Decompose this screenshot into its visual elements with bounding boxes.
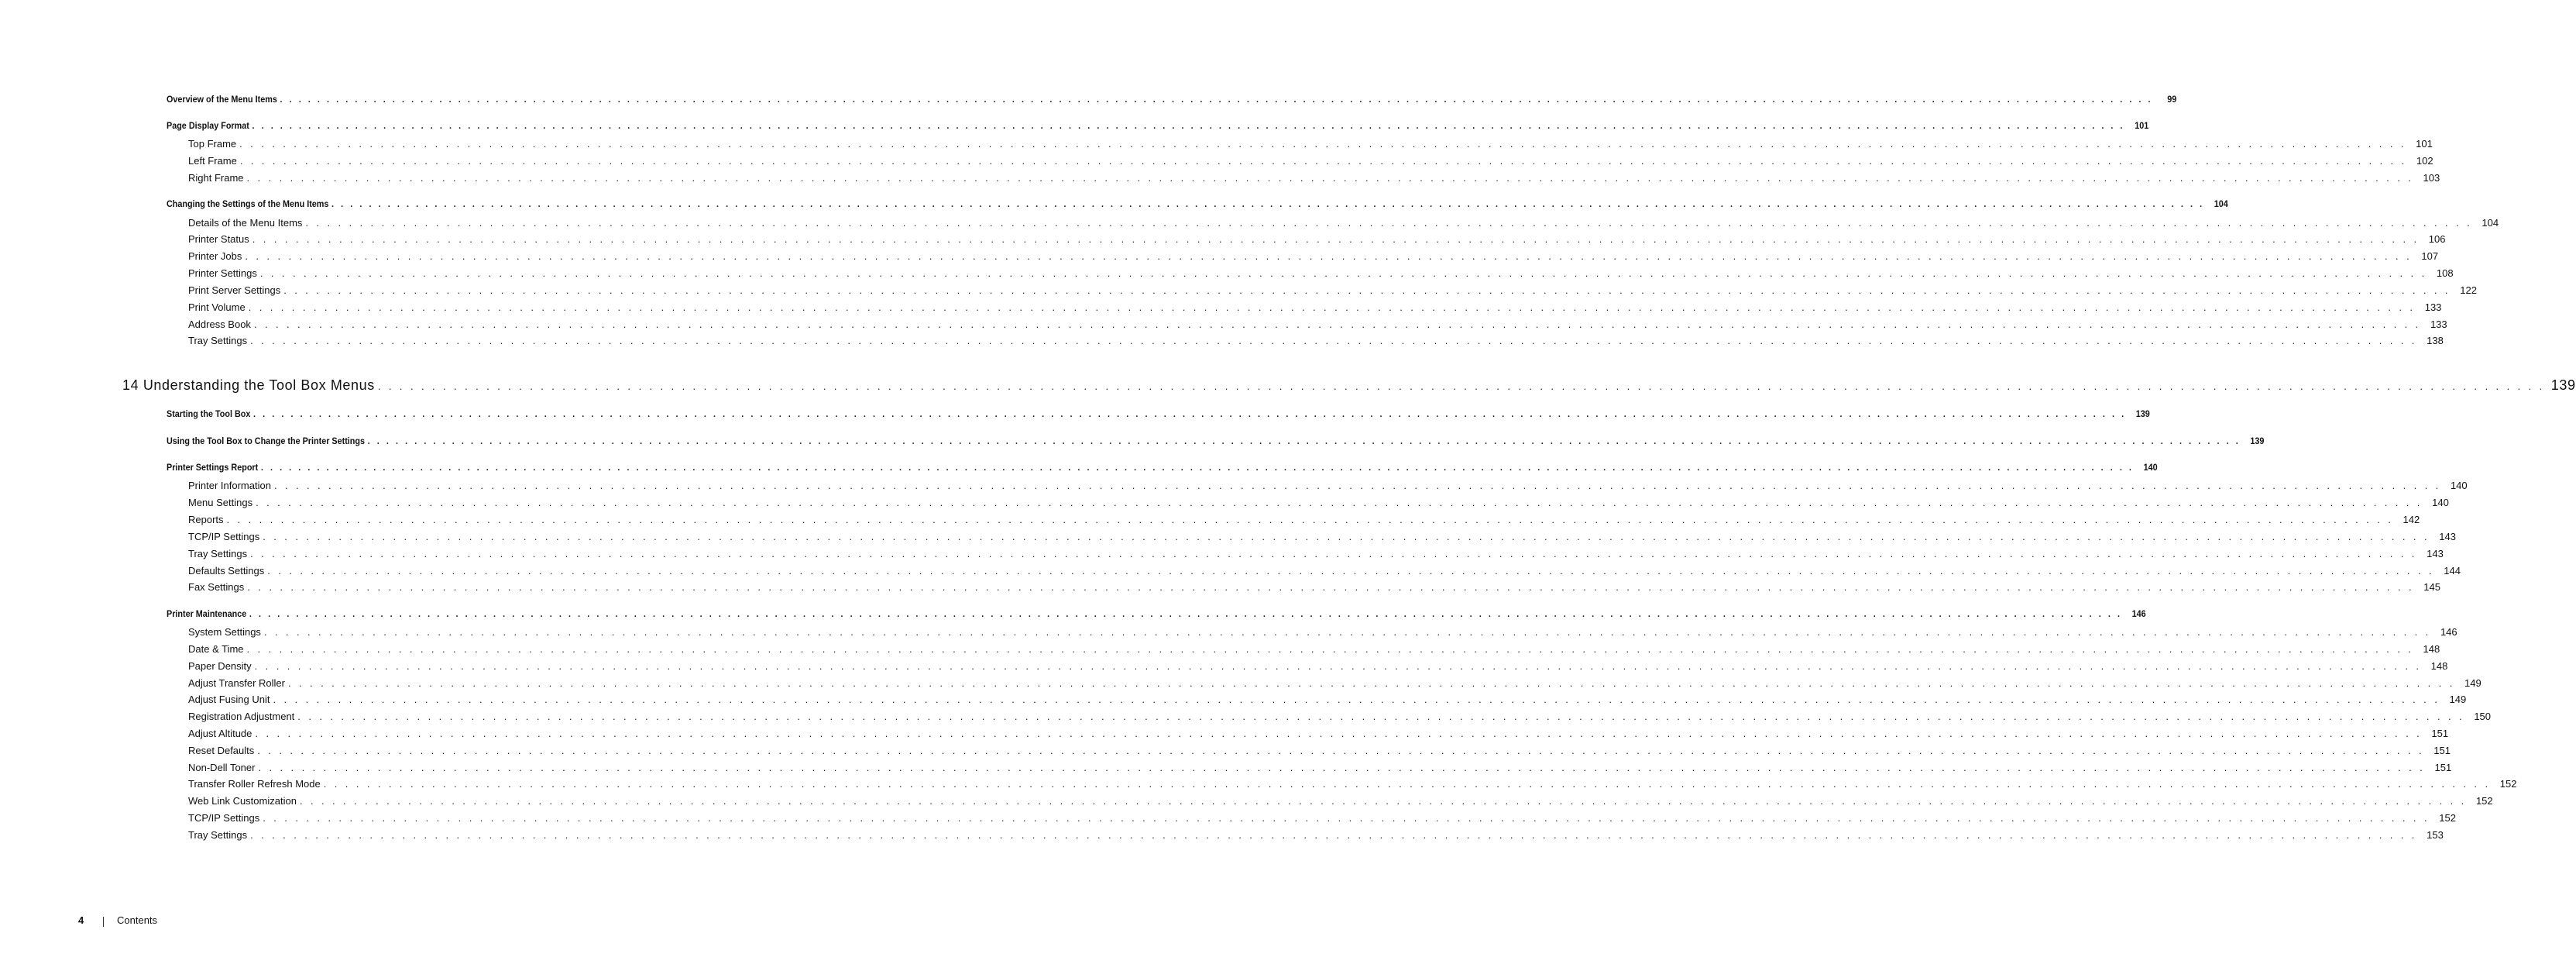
toc-dot-leader: . . . . . . . . . . . . . . . . . . . . . . . . . . . . . . . . . . . . . . . . . . . . . . . . . . . . . . . . . . . . . . . . . . . . . . . . . . . . . . . . . . . . . . . . . . . . . . . . . . . . . . . . . . . . . . . . . . . . . . . . . . . . . . . . . . . . . . . . . . . . . . . . . . . . . . . . . . . . . . . . . . . . . . . . . . . . . . . . . . . . . . . . . . . . . . . . . . . . . . . .: [249, 608, 2123, 619]
toc-entry[interactable]: [188, 155, 2433, 167]
toc-chapter-entry[interactable]: [122, 377, 2576, 394]
toc-entry-label: Printer Jobs: [188, 250, 242, 262]
toc-entry-label: Print Volume: [188, 301, 246, 313]
toc-dot-leader: . . . . . . . . . . . . . . . . . . . . . . . . . . . . . . . . . . . . . . . . . . . . . . . . . . . . . . . . . . . . . . . . . . . . . . . . . . . . . . . . . . . . . . . . . . . . . . . . . . . . . . . . . . . . . . . . . . . . . . . . . . . . . . . . . . . . . . . . . . . . . . . . . . . . . . . . . . . . . . . . . . . . . . . . . . . . . . . . . . . . . . . . . . . . . . . . . . . . . . . .: [323, 778, 2491, 790]
page-footer: [0, 914, 739, 930]
toc-entry-page: 149: [2464, 677, 2482, 689]
toc-entry-label: Left Frame: [188, 155, 237, 167]
toc-entry-label: Tray Settings: [188, 335, 248, 346]
toc-dot-leader: . . . . . . . . . . . . . . . . . . . . . . . . . . . . . . . . . . . . . . . . . . . . . . . . . . . . . . . . . . . . . . . . . . . . . . . . . . . . . . . . . . . . . . . . . . . . . . . . . . . . . . . . . . . . . . . . . . . . . . . . . . . . . . . . . . . . . . . . . . . . . . . . . . . . . . . . . . . . . . . . . . . . . . . . . . . . . . . . . . . . . . . . . . . . . . . . . . . . . . . .: [259, 267, 2427, 279]
toc-entry-page: 106: [2428, 233, 2446, 245]
toc-entry[interactable]: [188, 301, 2442, 313]
toc-dot-leader: . . . . . . . . . . . . . . . . . . . . . . . . . . . . . . . . . . . . . . . . . . . . . . . . . . . . . . . . . . . . . . . . . . . . . . . . . . . . . . . . . . . . . . . . . . . . . . . . . . . . . . . . . . . . . . . . . . . . . . . . . . . . . . . . . . . . . . . . . . . . . . . . . . . . . . . . . . . . . . . . . . . . . . . . . . . . . . . . . . . . . . . . . . . . . . . . . . . . . . . .: [263, 531, 2430, 542]
toc-dot-leader: . . . . . . . . . . . . . . . . . . . . . . . . . . . . . . . . . . . . . . . . . . . . . . . . . . . . . . . . . . . . . . . . . . . . . . . . . . . . . . . . . . . . . . . . . . . . . . . . . . . . . . . . . . . . . . . . . . . . . . . . . . . . . . . . . . . . . . . . . . . . . . . . . . . . . . . . . . . . . . . . . . . . . . . . . . . . . . . . . . . . . . . . . . . . . . . . . . . . . . . .: [250, 548, 2417, 559]
toc-entry[interactable]: [188, 217, 2499, 229]
toc-dot-leader: . . . . . . . . . . . . . . . . . . . . . . . . . . . . . . . . . . . . . . . . . . . . . . . . . . . . . . . . . . . . . . . . . . . . . . . . . . . . . . . . . . . . . . . . . . . . . . . . . . . . . . . . . . . . . . . . . . . . . . . . . . . . . . . . . . . . . . . . . . . . . . . . . . . . . . . . . . . . . . . . . . . . . . . . . . . . . . . . . . . . . . . . . . . . . . . . . . . . . . . .: [239, 138, 2406, 150]
toc-entry[interactable]: [167, 435, 2265, 446]
toc-entry[interactable]: [188, 643, 2440, 655]
toc-entry[interactable]: [188, 267, 2454, 279]
toc-entry[interactable]: [188, 660, 2448, 672]
toc-entry-page: 151: [2434, 762, 2452, 773]
toc-entry[interactable]: [188, 497, 2449, 508]
toc-entry-label: 14 Understanding the Tool Box Menus: [122, 377, 375, 393]
toc-dot-leader: . . . . . . . . . . . . . . . . . . . . . . . . . . . . . . . . . . . . . . . . . . . . . . . . . . . . . . . . . . . . . . . . . . . . . . . . . . . . . . . . . . . . . . . . . . . . . . . . . . . . . . . . . . . . . . . . . . . . . . . . . . . . . . . . . . . . . . . . . . . . . . . . . . . . . . . . . . . . . . . . . . . . . . . . . . . . . . . . . . . . . . . . . . . . . . . . . . . . . . . .: [280, 94, 2153, 105]
toc-dot-leader: . . . . . . . . . . . . . . . . . . . . . . . . . . . . . . . . . . . . . . . . . . . . . . . . . . . . . . . . . . . . . . . . . . . . . . . . . . . . . . . . . . . . . . . . . . . . . . . . . . . . . . . . . . . . . . . . . . . . . . . . . . . . . . . . . . . . . . . . . . . . . . . . . . . . . . . . . . . . . . . . . . . . . . . . . . . . . . . . . . . . . . . . . . . . . . . . . . . . . . . .: [297, 711, 2465, 722]
toc-entry-label: TCP/IP Settings: [188, 531, 260, 542]
toc-entry-label: Defaults Settings: [188, 565, 265, 577]
toc-dot-leader: . . . . . . . . . . . . . . . . . . . . . . . . . . . . . . . . . . . . . . . . . . . . . . . . . . . . . . . . . . . . . . . . . . . . . . . . . . . . . . . . . . . . . . . . . . . . . . . . . . . . . . . . . . . . . . . . . . . . . . . . . . . . . . . . . . . . . . . . . . . . . . . . . . . . . . . . . . . . . . . . . . . . . . . . . . . . . . . . . . . . . . . . . . . . . . . . . . . . . . . .: [267, 565, 2434, 577]
toc-entry-page: 143: [2439, 531, 2456, 542]
toc-entry-label: Printer Information: [188, 480, 271, 491]
toc-entry-label: Adjust Altitude: [188, 728, 252, 739]
toc-entry[interactable]: [188, 626, 2458, 638]
toc-entry-label: System Settings: [188, 626, 261, 638]
toc-dot-leader: . . . . . . . . . . . . . . . . . . . . . . . . . . . . . . . . . . . . . . . . . . . . . . . . . . . . . . . . . . . . . . . . . . . . . . . . . . . . . . . . . . . . . . . . . . . . . . . . . . . . . . . . . . . . . . . . . . . . . . . . . . . . . . . . . . . . . . . . . . . . . . . . . . . . . . . . . . . . . . . . . . . . . . . . . . . . . . . . . . . . . . . . . . . . . . . . . . . . . . . .: [248, 301, 2416, 313]
toc-dot-leader: . . . . . . . . . . . . . . . . . . . . . . . . . . . . . . . . . . . . . . . . . . . . . . . . . . . . . . . . . . . . . . . . . . . . . . . . . . . . . . . . . . . . . . . . . . . . . . . . . . . . . . . . . . . . . . . . . . . . . . . . . . . . . . . . . . . . . . . . . . . . . . . . . . . . . . . . . . . . . . . . . . . . . . . . . . . . . . . . . . . . . . . . . . . . . . . . . . . . . . . .: [273, 480, 2441, 491]
toc-entry[interactable]: [188, 694, 2467, 705]
toc-dot-leader: . . . . . . . . . . . . . . . . . . . . . . . . . . . . . . . . . . . . . . . . . . . . . . . . . . . . . . . . . . . . . . . . . . . . . . . . . . . . . . . . . . . . . . . . . . . . . . . . . . . . . . . . . . . . . . . . . . . . . . . . . . . . . . . . . . . . . . . . . . . . . . . . . . . . . . . . . . . . . . . . . . . . . . . . . . . . . . . . . . . . . . . . . . . . . . . . . . . . . . . .: [253, 318, 2421, 330]
toc-entry-label: Reports: [188, 514, 224, 525]
toc-entry[interactable]: [167, 120, 2149, 131]
toc-entry-page: 151: [2433, 745, 2451, 756]
toc-entry[interactable]: [188, 514, 2420, 525]
toc-entry-page: 101: [2416, 138, 2433, 150]
toc-dot-leader: . . . . . . . . . . . . . . . . . . . . . . . . . . . . . . . . . . . . . . . . . . . . . . . . . . . . . . . . . . . . . . . . . . . . . . . . . . . . . . . . . . . . . . . . . . . . . . . . . . . . . . . . . . . . . . . . . . . . . . . . . . . . . . . . . . . . . . . . . . . . . . . . . . . . . . . . . . . . . . . . . . . . . . . . . . . . . . . . . . . . . . . . . . . . . . . . . . . . . . . .: [253, 408, 2127, 419]
toc-entry[interactable]: [167, 608, 2146, 619]
toc-entry-label: Non-Dell Toner: [188, 762, 256, 773]
toc-entry-page: 146: [2440, 626, 2458, 638]
toc-entry-page: 148: [2423, 643, 2440, 655]
toc-entry[interactable]: [188, 233, 2446, 245]
toc-entry[interactable]: [188, 677, 2482, 689]
toc-dot-leader: . . . . . . . . . . . . . . . . . . . . . . . . . . . . . . . . . . . . . . . . . . . . . . . . . . . . . . . . . . . . . . . . . . . . . . . . . . . . . . . . . . . . . . . . . . . . . . . . . . . . . . . . . . . . . . . . . . . . . . . . . . . . . . . . . . . . . . . . . . . . . . . . . . . . . . . . . . . . . . . . . . . . . . . . . . . . . . . . . . . . . . . . . . . . . . . . . . . . . . . .: [247, 581, 2414, 593]
toc-dot-leader: . . . . . . . . . . . . . . . . . . . . . . . . . . . . . . . . . . . . . . . . . . . . . . . . . . . . . . . . . . . . . . . . . . . . . . . . . . . . . . . . . . . . . . . . . . . . . . . . . . . . . . . . . . . . . . . . . . . . . . . . . . . . . . . . . . . . . . . . . . . . . . . . . . . . . . . . . . . . . . . . . . . . . . . . . . . . . . . . . . . . . . . . . . . . . . . . . . . . . . . .: [263, 812, 2430, 824]
toc-entry[interactable]: [188, 581, 2440, 593]
toc-entry[interactable]: [167, 462, 2158, 473]
toc-entry-label: Tray Settings: [188, 548, 248, 559]
toc-entry-page: 139: [2550, 377, 2576, 393]
toc-entry-label: Date & Time: [188, 643, 244, 655]
toc-entry-page: 138: [2427, 335, 2444, 346]
toc-dot-leader: . . . . . . . . . . . . . . . . . . . . . . . . . . . . . . . . . . . . . . . . . . . . . . . . . . . . . . . . . . . . . . . . . . . . . . . . . . . . . . . . . . . . . . . . . . . . . . . . . . . . . . . . . . . . . . . . . . . . . . . . . . . . . . . . . . . . . . . . . . . . . . . . . . . . . . . . . . . . . . . . . . . . . . . . . . . . . . . . . . . . . . . . . . . . . . . . . . . . . . . .: [273, 694, 2440, 705]
toc-dot-leader: . . . . . . . . . . . . . . . . . . . . . . . . . . . . . . . . . . . . . . . . . . . . . . . . . . . . . . . . . . . . . . . . . . . . . . . . . . . . . . . . . . . . . . . . . . . . . . . . . . . . . . . . . . . . . . . . . . . . . . . . . . . . . . . . . . . . . . . . . . . . . . . . . . . . . . . . . . . . . . . . . . . . . . . . . . . . . . . . . . . . . . . . . . . . . . . . . . . . . . . .: [258, 762, 2426, 773]
toc-entry[interactable]: [188, 284, 2477, 296]
toc-entry-label: Registration Adjustment: [188, 711, 295, 722]
toc-entry-label: Adjust Fusing Unit: [188, 694, 270, 705]
toc-entry-page: 102: [2416, 155, 2433, 167]
toc-dot-leader: . . . . . . . . . . . . . . . . . . . . . . . . . . . . . . . . . . . . . . . . . . . . . . . . . . . . . . . . . . . . . . . . . . . . . . . . . . . . . . . . . . . . . . . . . . . . . . . . . . . . . . . . . . . . . . . . . . . . . . . . . . . . . . . . . . . . . . . . . . . . . . . . . . . . . . . . . . . . . . . . . . . . . . . . . . . . . . . . . . . . . . . . . . . . . . . . . . . . . . . .: [252, 233, 2420, 245]
toc-entry-page: 104: [2482, 217, 2499, 229]
toc-entry-page: 149: [2449, 694, 2467, 705]
toc-entry-page: 151: [2431, 728, 2449, 739]
toc-dot-leader: . . . . . . . . . . . . . . . . . . . . . . . . . . . . . . . . . . . . . . . . . . . . . . . . . . . . . . . . . . . . . . . . . . . . . . . . . . . . . . . . . . . . . . . . . . . . . . . . . . . . . . . . . . . . . . . . . . . . . . . . . . . . . . . . . . . . . . . . . . . . . . . . . . . . . . . . . . . . . . . . . . . . . . . . . . . . . . . . . . . . . . . . . . . . . . . . . . . . . . . .: [377, 380, 2545, 392]
toc-entry[interactable]: [188, 335, 2444, 346]
toc-dot-leader: . . . . . . . . . . . . . . . . . . . . . . . . . . . . . . . . . . . . . . . . . . . . . . . . . . . . . . . . . . . . . . . . . . . . . . . . . . . . . . . . . . . . . . . . . . . . . . . . . . . . . . . . . . . . . . . . . . . . . . . . . . . . . . . . . . . . . . . . . . . . . . . . . . . . . . . . . . . . . . . . . . . . . . . . . . . . . . . . . . . . . . . . . . . . . . . . . . . . . . . .: [255, 728, 2423, 739]
toc-entry-page: 152: [2499, 778, 2517, 790]
toc-entry-page: 139: [2250, 435, 2265, 446]
toc-entry-label: Menu Settings: [188, 497, 253, 508]
toc-entry-label: Print Server Settings: [188, 284, 281, 296]
toc-entry-page: 140: [2432, 497, 2449, 508]
toc-entry-label: Page Display Format: [167, 120, 249, 131]
toc-dot-leader: . . . . . . . . . . . . . . . . . . . . . . . . . . . . . . . . . . . . . . . . . . . . . . . . . . . . . . . . . . . . . . . . . . . . . . . . . . . . . . . . . . . . . . . . . . . . . . . . . . . . . . . . . . . . . . . . . . . . . . . . . . . . . . . . . . . . . . . . . . . . . . . . . . . . . . . . . . . . . . . . . . . . . . . . . . . . . . . . . . . . . . . . . . . . . . . . . . . . . . . .: [367, 435, 2241, 446]
toc-entry[interactable]: [188, 318, 2447, 330]
toc-entry-page: 148: [2430, 660, 2448, 672]
toc-dot-leader: . . . . . . . . . . . . . . . . . . . . . . . . . . . . . . . . . . . . . . . . . . . . . . . . . . . . . . . . . . . . . . . . . . . . . . . . . . . . . . . . . . . . . . . . . . . . . . . . . . . . . . . . . . . . . . . . . . . . . . . . . . . . . . . . . . . . . . . . . . . . . . . . . . . . . . . . . . . . . . . . . . . . . . . . . . . . . . . . . . . . . . . . . . . . . . . . . . . . . . . .: [263, 626, 2431, 638]
toc-dot-leader: . . . . . . . . . . . . . . . . . . . . . . . . . . . . . . . . . . . . . . . . . . . . . . . . . . . . . . . . . . . . . . . . . . . . . . . . . . . . . . . . . . . . . . . . . . . . . . . . . . . . . . . . . . . . . . . . . . . . . . . . . . . . . . . . . . . . . . . . . . . . . . . . . . . . . . . . . . . . . . . . . . . . . . . . . . . . . . . . . . . . . . . . . . . . . . . . . . . . . . . .: [260, 462, 2134, 473]
toc-entry-label: Details of the Menu Items: [188, 217, 303, 229]
toc-entry-page: 133: [2430, 318, 2447, 330]
toc-entry-label: Top Frame: [188, 138, 237, 150]
toc-entry-page: 107: [2421, 250, 2439, 262]
toc-entry-page: 153: [2427, 829, 2444, 841]
toc-entry-page: 152: [2475, 795, 2493, 807]
toc-entry-page: 133: [2424, 301, 2442, 313]
toc-entry-label: Paper Density: [188, 660, 252, 672]
toc-dot-leader: . . . . . . . . . . . . . . . . . . . . . . . . . . . . . . . . . . . . . . . . . . . . . . . . . . . . . . . . . . . . . . . . . . . . . . . . . . . . . . . . . . . . . . . . . . . . . . . . . . . . . . . . . . . . . . . . . . . . . . . . . . . . . . . . . . . . . . . . . . . . . . . . . . . . . . . . . . . . . . . . . . . . . . . . . . . . . . . . . . . . . . . . . . . . . . . . . . . . . . . .: [245, 250, 2413, 262]
toc-entry-page: 101: [2135, 120, 2149, 131]
toc-entry[interactable]: [167, 198, 2228, 209]
toc-dot-leader: . . . . . . . . . . . . . . . . . . . . . . . . . . . . . . . . . . . . . . . . . . . . . . . . . . . . . . . . . . . . . . . . . . . . . . . . . . . . . . . . . . . . . . . . . . . . . . . . . . . . . . . . . . . . . . . . . . . . . . . . . . . . . . . . . . . . . . . . . . . . . . . . . . . . . . . . . . . . . . . . . . . . . . . . . . . . . . . . . . . . . . . . . . . . . . . . . . . . . . . .: [246, 172, 2414, 184]
toc-entry[interactable]: [188, 711, 2492, 722]
toc-entry-label: Transfer Roller Refresh Mode: [188, 778, 321, 790]
toc-entry[interactable]: [188, 829, 2444, 841]
toc-entry-label: Printer Status: [188, 233, 249, 245]
toc-entry-label: TCP/IP Settings: [188, 812, 260, 824]
toc-entry-label: Changing the Settings of the Menu Items: [167, 198, 329, 209]
toc-entry-label: Fax Settings: [188, 581, 245, 593]
toc-entry[interactable]: [188, 138, 2433, 150]
toc-entry-page: 122: [2460, 284, 2477, 296]
toc-dot-leader: . . . . . . . . . . . . . . . . . . . . . . . . . . . . . . . . . . . . . . . . . . . . . . . . . . . . . . . . . . . . . . . . . . . . . . . . . . . . . . . . . . . . . . . . . . . . . . . . . . . . . . . . . . . . . . . . . . . . . . . . . . . . . . . . . . . . . . . . . . . . . . . . . . . . . . . . . . . . . . . . . . . . . . . . . . . . . . . . . . . . . . . . . . . . . . . . . . . . . . . .: [239, 155, 2407, 167]
page-number: 4: [78, 914, 84, 926]
toc-entry-page: 139: [2135, 408, 2150, 419]
toc-dot-leader: . . . . . . . . . . . . . . . . . . . . . . . . . . . . . . . . . . . . . . . . . . . . . . . . . . . . . . . . . . . . . . . . . . . . . . . . . . . . . . . . . . . . . . . . . . . . . . . . . . . . . . . . . . . . . . . . . . . . . . . . . . . . . . . . . . . . . . . . . . . . . . . . . . . . . . . . . . . . . . . . . . . . . . . . . . . . . . . . . . . . . . . . . . . . . . . . . . . . . . . .: [256, 497, 2423, 508]
toc-entry-page: 143: [2427, 548, 2444, 559]
toc-entry-label: Starting the Tool Box: [167, 408, 251, 419]
toc-entry-label: Reset Defaults: [188, 745, 255, 756]
toc-dot-leader: . . . . . . . . . . . . . . . . . . . . . . . . . . . . . . . . . . . . . . . . . . . . . . . . . . . . . . . . . . . . . . . . . . . . . . . . . . . . . . . . . . . . . . . . . . . . . . . . . . . . . . . . . . . . . . . . . . . . . . . . . . . . . . . . . . . . . . . . . . . . . . . . . . . . . . . . . . . . . . . . . . . . . . . . . . . . . . . . . . . . . . . . . . . . . . . . . . . . . . . .: [257, 745, 2424, 756]
toc-entry[interactable]: [188, 548, 2444, 559]
toc-entry-label: Using the Tool Box to Change the Printer Settings: [167, 435, 366, 446]
toc-entry-page: 142: [2403, 514, 2420, 525]
toc-entry-label: Tray Settings: [188, 829, 248, 841]
toc-entry-page: 104: [2214, 198, 2228, 209]
toc-dot-leader: . . . . . . . . . . . . . . . . . . . . . . . . . . . . . . . . . . . . . . . . . . . . . . . . . . . . . . . . . . . . . . . . . . . . . . . . . . . . . . . . . . . . . . . . . . . . . . . . . . . . . . . . . . . . . . . . . . . . . . . . . . . . . . . . . . . . . . . . . . . . . . . . . . . . . . . . . . . . . . . . . . . . . . . . . . . . . . . . . . . . . . . . . . . . . . . . . . . . . . . .: [299, 795, 2467, 807]
toc-entry-page: 140: [2143, 462, 2158, 473]
toc-entry[interactable]: [188, 250, 2439, 262]
toc-entry[interactable]: [188, 745, 2451, 756]
toc-entry-page: 140: [2450, 480, 2468, 491]
toc-dot-leader: . . . . . . . . . . . . . . . . . . . . . . . . . . . . . . . . . . . . . . . . . . . . . . . . . . . . . . . . . . . . . . . . . . . . . . . . . . . . . . . . . . . . . . . . . . . . . . . . . . . . . . . . . . . . . . . . . . . . . . . . . . . . . . . . . . . . . . . . . . . . . . . . . . . . . . . . . . . . . . . . . . . . . . . . . . . . . . . . . . . . . . . . . . . . . . . . . . . . . . . .: [305, 217, 2473, 229]
toc-dot-leader: . . . . . . . . . . . . . . . . . . . . . . . . . . . . . . . . . . . . . . . . . . . . . . . . . . . . . . . . . . . . . . . . . . . . . . . . . . . . . . . . . . . . . . . . . . . . . . . . . . . . . . . . . . . . . . . . . . . . . . . . . . . . . . . . . . . . . . . . . . . . . . . . . . . . . . . . . . . . . . . . . . . . . . . . . . . . . . . . . . . . . . . . . . . . . . . . . . . . . . . .: [250, 335, 2417, 346]
toc-entry-label: Printer Maintenance: [167, 608, 247, 619]
toc-dot-leader: . . . . . . . . . . . . . . . . . . . . . . . . . . . . . . . . . . . . . . . . . . . . . . . . . . . . . . . . . . . . . . . . . . . . . . . . . . . . . . . . . . . . . . . . . . . . . . . . . . . . . . . . . . . . . . . . . . . . . . . . . . . . . . . . . . . . . . . . . . . . . . . . . . . . . . . . . . . . . . . . . . . . . . . . . . . . . . . . . . . . . . . . . . . . . . . . . . . . . . . .: [252, 120, 2125, 131]
toc-entry-page: 99: [2167, 94, 2177, 105]
toc-entry-label: Overview of the Menu Items: [167, 94, 277, 105]
toc-entry[interactable]: [188, 795, 2493, 807]
toc-entry-page: 150: [2474, 711, 2492, 722]
toc-entry-page: 145: [2423, 581, 2440, 593]
toc-dot-leader: . . . . . . . . . . . . . . . . . . . . . . . . . . . . . . . . . . . . . . . . . . . . . . . . . . . . . . . . . . . . . . . . . . . . . . . . . . . . . . . . . . . . . . . . . . . . . . . . . . . . . . . . . . . . . . . . . . . . . . . . . . . . . . . . . . . . . . . . . . . . . . . . . . . . . . . . . . . . . . . . . . . . . . . . . . . . . . . . . . . . . . . . . . . . . . . . . . . . . . . .: [283, 284, 2451, 296]
toc-entry[interactable]: [188, 728, 2449, 739]
toc-dot-leader: . . . . . . . . . . . . . . . . . . . . . . . . . . . . . . . . . . . . . . . . . . . . . . . . . . . . . . . . . . . . . . . . . . . . . . . . . . . . . . . . . . . . . . . . . . . . . . . . . . . . . . . . . . . . . . . . . . . . . . . . . . . . . . . . . . . . . . . . . . . . . . . . . . . . . . . . . . . . . . . . . . . . . . . . . . . . . . . . . . . . . . . . . . . . . . . . . . . . . . . .: [331, 198, 2205, 209]
toc-entry-label: Right Frame: [188, 172, 244, 184]
toc-entry-label: Printer Settings Report: [167, 462, 259, 473]
toc-entry-page: 146: [2131, 608, 2146, 619]
toc-entry[interactable]: [188, 762, 2452, 773]
toc-entry[interactable]: [167, 408, 2150, 419]
footer-section-title: Contents: [117, 914, 158, 926]
toc-entry[interactable]: [188, 531, 2456, 542]
toc-dot-leader: . . . . . . . . . . . . . . . . . . . . . . . . . . . . . . . . . . . . . . . . . . . . . . . . . . . . . . . . . . . . . . . . . . . . . . . . . . . . . . . . . . . . . . . . . . . . . . . . . . . . . . . . . . . . . . . . . . . . . . . . . . . . . . . . . . . . . . . . . . . . . . . . . . . . . . . . . . . . . . . . . . . . . . . . . . . . . . . . . . . . . . . . . . . . . . . . . . . . . . . .: [288, 677, 2455, 689]
toc-entry-page: 108: [2436, 267, 2454, 279]
toc-entry-label: Printer Settings: [188, 267, 257, 279]
toc-entry[interactable]: [188, 172, 2440, 184]
toc-entry-page: 144: [2444, 565, 2461, 577]
toc-entry-page: 103: [2423, 172, 2440, 184]
toc-entry[interactable]: [188, 778, 2517, 790]
toc-dot-leader: . . . . . . . . . . . . . . . . . . . . . . . . . . . . . . . . . . . . . . . . . . . . . . . . . . . . . . . . . . . . . . . . . . . . . . . . . . . . . . . . . . . . . . . . . . . . . . . . . . . . . . . . . . . . . . . . . . . . . . . . . . . . . . . . . . . . . . . . . . . . . . . . . . . . . . . . . . . . . . . . . . . . . . . . . . . . . . . . . . . . . . . . . . . . . . . . . . . . . . . .: [226, 514, 2394, 525]
toc-entry-label: Address Book: [188, 318, 251, 330]
toc-entry[interactable]: [188, 480, 2468, 491]
toc-entry-label: Web Link Customization: [188, 795, 297, 807]
toc-dot-leader: . . . . . . . . . . . . . . . . . . . . . . . . . . . . . . . . . . . . . . . . . . . . . . . . . . . . . . . . . . . . . . . . . . . . . . . . . . . . . . . . . . . . . . . . . . . . . . . . . . . . . . . . . . . . . . . . . . . . . . . . . . . . . . . . . . . . . . . . . . . . . . . . . . . . . . . . . . . . . . . . . . . . . . . . . . . . . . . . . . . . . . . . . . . . . . . . . . . . . . . .: [246, 643, 2414, 655]
toc-entry[interactable]: [167, 94, 2177, 105]
toc-entry[interactable]: [188, 565, 2461, 577]
toc-entry-page: 152: [2439, 812, 2456, 824]
footer-separator: [103, 917, 104, 927]
toc-dot-leader: . . . . . . . . . . . . . . . . . . . . . . . . . . . . . . . . . . . . . . . . . . . . . . . . . . . . . . . . . . . . . . . . . . . . . . . . . . . . . . . . . . . . . . . . . . . . . . . . . . . . . . . . . . . . . . . . . . . . . . . . . . . . . . . . . . . . . . . . . . . . . . . . . . . . . . . . . . . . . . . . . . . . . . . . . . . . . . . . . . . . . . . . . . . . . . . . . . . . . . . .: [250, 829, 2417, 841]
toc-entry-label: Adjust Transfer Roller: [188, 677, 285, 689]
toc-entry[interactable]: [188, 812, 2456, 824]
toc-dot-leader: . . . . . . . . . . . . . . . . . . . . . . . . . . . . . . . . . . . . . . . . . . . . . . . . . . . . . . . . . . . . . . . . . . . . . . . . . . . . . . . . . . . . . . . . . . . . . . . . . . . . . . . . . . . . . . . . . . . . . . . . . . . . . . . . . . . . . . . . . . . . . . . . . . . . . . . . . . . . . . . . . . . . . . . . . . . . . . . . . . . . . . . . . . . . . . . . . . . . . . . .: [254, 660, 2422, 672]
